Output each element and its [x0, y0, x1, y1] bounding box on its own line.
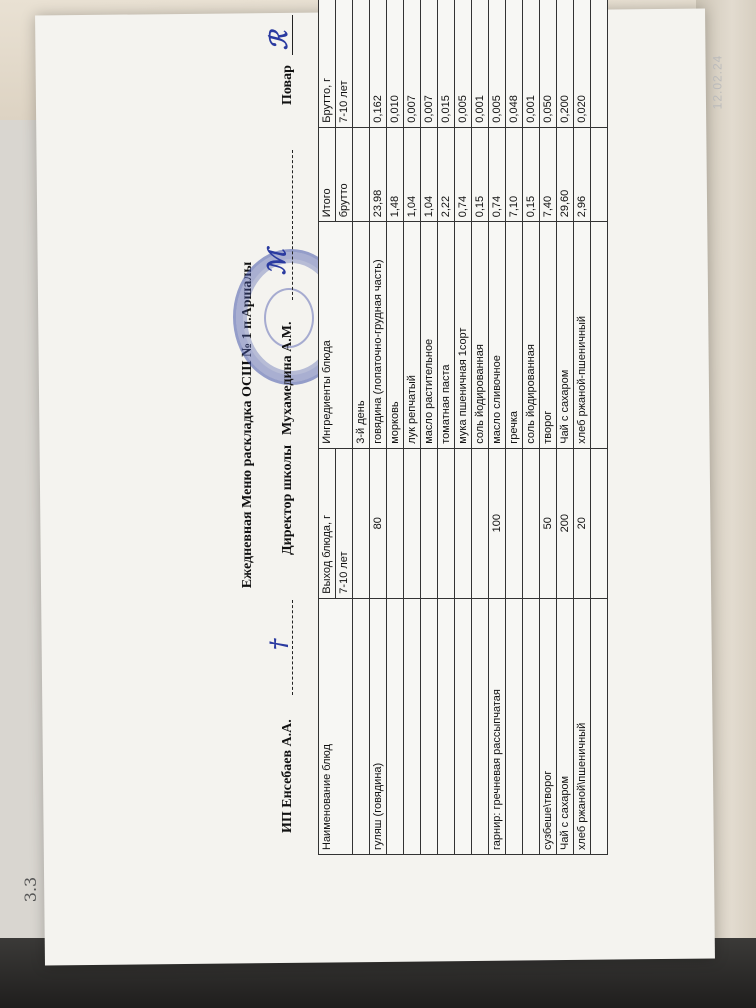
- cook-label: Повар: [280, 65, 295, 105]
- table-row: [370, 0, 387, 855]
- col-header-total-sub: брутто: [336, 127, 353, 222]
- table-row: [472, 0, 489, 855]
- ingredient-brutto: 0,001: [472, 0, 489, 127]
- table-row-empty: [591, 0, 608, 855]
- ingredient-total: 1,48: [387, 127, 404, 222]
- ip-signature-line: [292, 600, 293, 695]
- table-row: [557, 0, 574, 855]
- ingredient-brutto: 0,050: [540, 0, 557, 127]
- ingredient-brutto: 0,010: [387, 0, 404, 127]
- ingredient-name: соль йодированная: [523, 222, 540, 449]
- ingredient-name: томатная паста: [438, 222, 455, 449]
- ingredient-brutto: 0,015: [438, 0, 455, 127]
- ingredient-name: говядина (лопаточно-грудная часть): [370, 222, 387, 449]
- handwritten-corner-note: 3.3: [21, 876, 41, 903]
- dish-name: [506, 598, 523, 854]
- ingredient-brutto: 0,001: [523, 0, 540, 127]
- ingredient-brutto: 0,005: [489, 0, 506, 127]
- director-name: Мухамедина А.М.: [280, 321, 295, 435]
- dish-name: [455, 598, 472, 854]
- dish-name: хлеб ржаной\пшеничный: [574, 598, 591, 854]
- ingredient-name: мука пшеничная 1сорт: [455, 222, 472, 449]
- ingredient-brutto: 0,005: [455, 0, 472, 127]
- col-header-ingredients: Ингредиенты блюда: [319, 222, 353, 449]
- dish-name: гарнир: гречневая рассыпчатая: [489, 598, 506, 854]
- ingredient-total: 0,15: [472, 127, 489, 222]
- dish-output: [506, 448, 523, 598]
- table-row: [506, 0, 523, 855]
- dish-output: [421, 448, 438, 598]
- dish-output: 50: [540, 448, 557, 598]
- dish-output: 20: [574, 448, 591, 598]
- dish-output: 80: [370, 448, 387, 598]
- dish-name: [404, 598, 421, 854]
- dish-name: [523, 598, 540, 854]
- ingredient-brutto: 0,020: [574, 0, 591, 127]
- ingredient-brutto: 0,048: [506, 0, 523, 127]
- director-signature-mark: ℳ: [262, 249, 291, 275]
- dish-name: [472, 598, 489, 854]
- dish-output: [404, 448, 421, 598]
- table-row: [421, 0, 438, 855]
- table-row: [489, 0, 506, 855]
- ip-name: ИП Енсебаев А.А.: [280, 719, 295, 833]
- col-header-output-age: 7-10 лет: [336, 448, 353, 598]
- ingredient-total: 7,40: [540, 127, 557, 222]
- dish-name: сузбеше\творог: [540, 598, 557, 854]
- ingredient-total: 2,22: [438, 127, 455, 222]
- ingredient-total: 0,74: [489, 127, 506, 222]
- ingredient-name: морковь: [387, 222, 404, 449]
- table-header-row: [319, 0, 336, 855]
- ingredient-name: хлеб ржаной-пшеничный: [574, 222, 591, 449]
- dish-output: [387, 448, 404, 598]
- col-header-output: Выход блюда, г: [319, 448, 336, 598]
- ingredient-name: соль йодированная: [472, 222, 489, 449]
- table-row: [387, 0, 404, 855]
- dish-output: [455, 448, 472, 598]
- day-label: 3-й день: [353, 222, 370, 449]
- menu-table: [318, 0, 608, 855]
- cook-signature-mark: ℛ: [264, 30, 293, 50]
- table-row: [455, 0, 472, 855]
- col-header-brutto: Брутто, г: [319, 0, 336, 127]
- dish-output: 200: [557, 448, 574, 598]
- ingredient-name: гречка: [506, 222, 523, 449]
- ingredient-total: 2,96: [574, 127, 591, 222]
- table-row: [574, 0, 591, 855]
- table-row: [523, 0, 540, 855]
- dish-name: Чай с сахаром: [557, 598, 574, 854]
- director-signature-line: [292, 150, 293, 300]
- ingredient-brutto: 0,200: [557, 0, 574, 127]
- ingredient-total: 23,98: [370, 127, 387, 222]
- ingredient-name: масло сливочное: [489, 222, 506, 449]
- col-header-brutto-age: 7-10 лет: [336, 0, 353, 127]
- dish-output: [472, 448, 489, 598]
- ip-signature-mark: †: [266, 638, 292, 650]
- dish-output: [523, 448, 540, 598]
- ingredient-brutto: 0,007: [421, 0, 438, 127]
- ingredient-brutto: 0,162: [370, 0, 387, 127]
- ingredient-total: 1,04: [421, 127, 438, 222]
- ingredient-total: 0,74: [455, 127, 472, 222]
- ingredient-name: лук репчатый: [404, 222, 421, 449]
- col-header-name: Наименование блюд: [319, 598, 353, 854]
- ingredient-name: Чай с сахаром: [557, 222, 574, 449]
- dish-name: [421, 598, 438, 854]
- pencil-date-mark: 12.02.24: [710, 54, 725, 110]
- ingredient-total: 29,60: [557, 127, 574, 222]
- signature-line: [262, 0, 304, 855]
- table-row: [438, 0, 455, 855]
- dish-name: [438, 598, 455, 854]
- dish-name: гуляш (говядина): [370, 598, 387, 854]
- menu-document: [218, 0, 756, 855]
- document-title: Ежедневная Меню раскладка ОСШ № 1 п.Аршалы: [240, 261, 255, 589]
- day-row: [353, 0, 370, 855]
- table-row: [404, 0, 421, 855]
- ingredient-name: творог: [540, 222, 557, 449]
- dish-output: [438, 448, 455, 598]
- col-header-total: Итого: [319, 127, 336, 222]
- ingredient-brutto: 0,007: [404, 0, 421, 127]
- dish-output: 100: [489, 448, 506, 598]
- ingredient-total: 0,15: [523, 127, 540, 222]
- ingredient-total: 7,10: [506, 127, 523, 222]
- ingredient-total: 1,04: [404, 127, 421, 222]
- ingredient-name: масло растительное: [421, 222, 438, 449]
- table-row: [540, 0, 557, 855]
- director-label: Директор школы: [280, 444, 295, 555]
- dish-name: [387, 598, 404, 854]
